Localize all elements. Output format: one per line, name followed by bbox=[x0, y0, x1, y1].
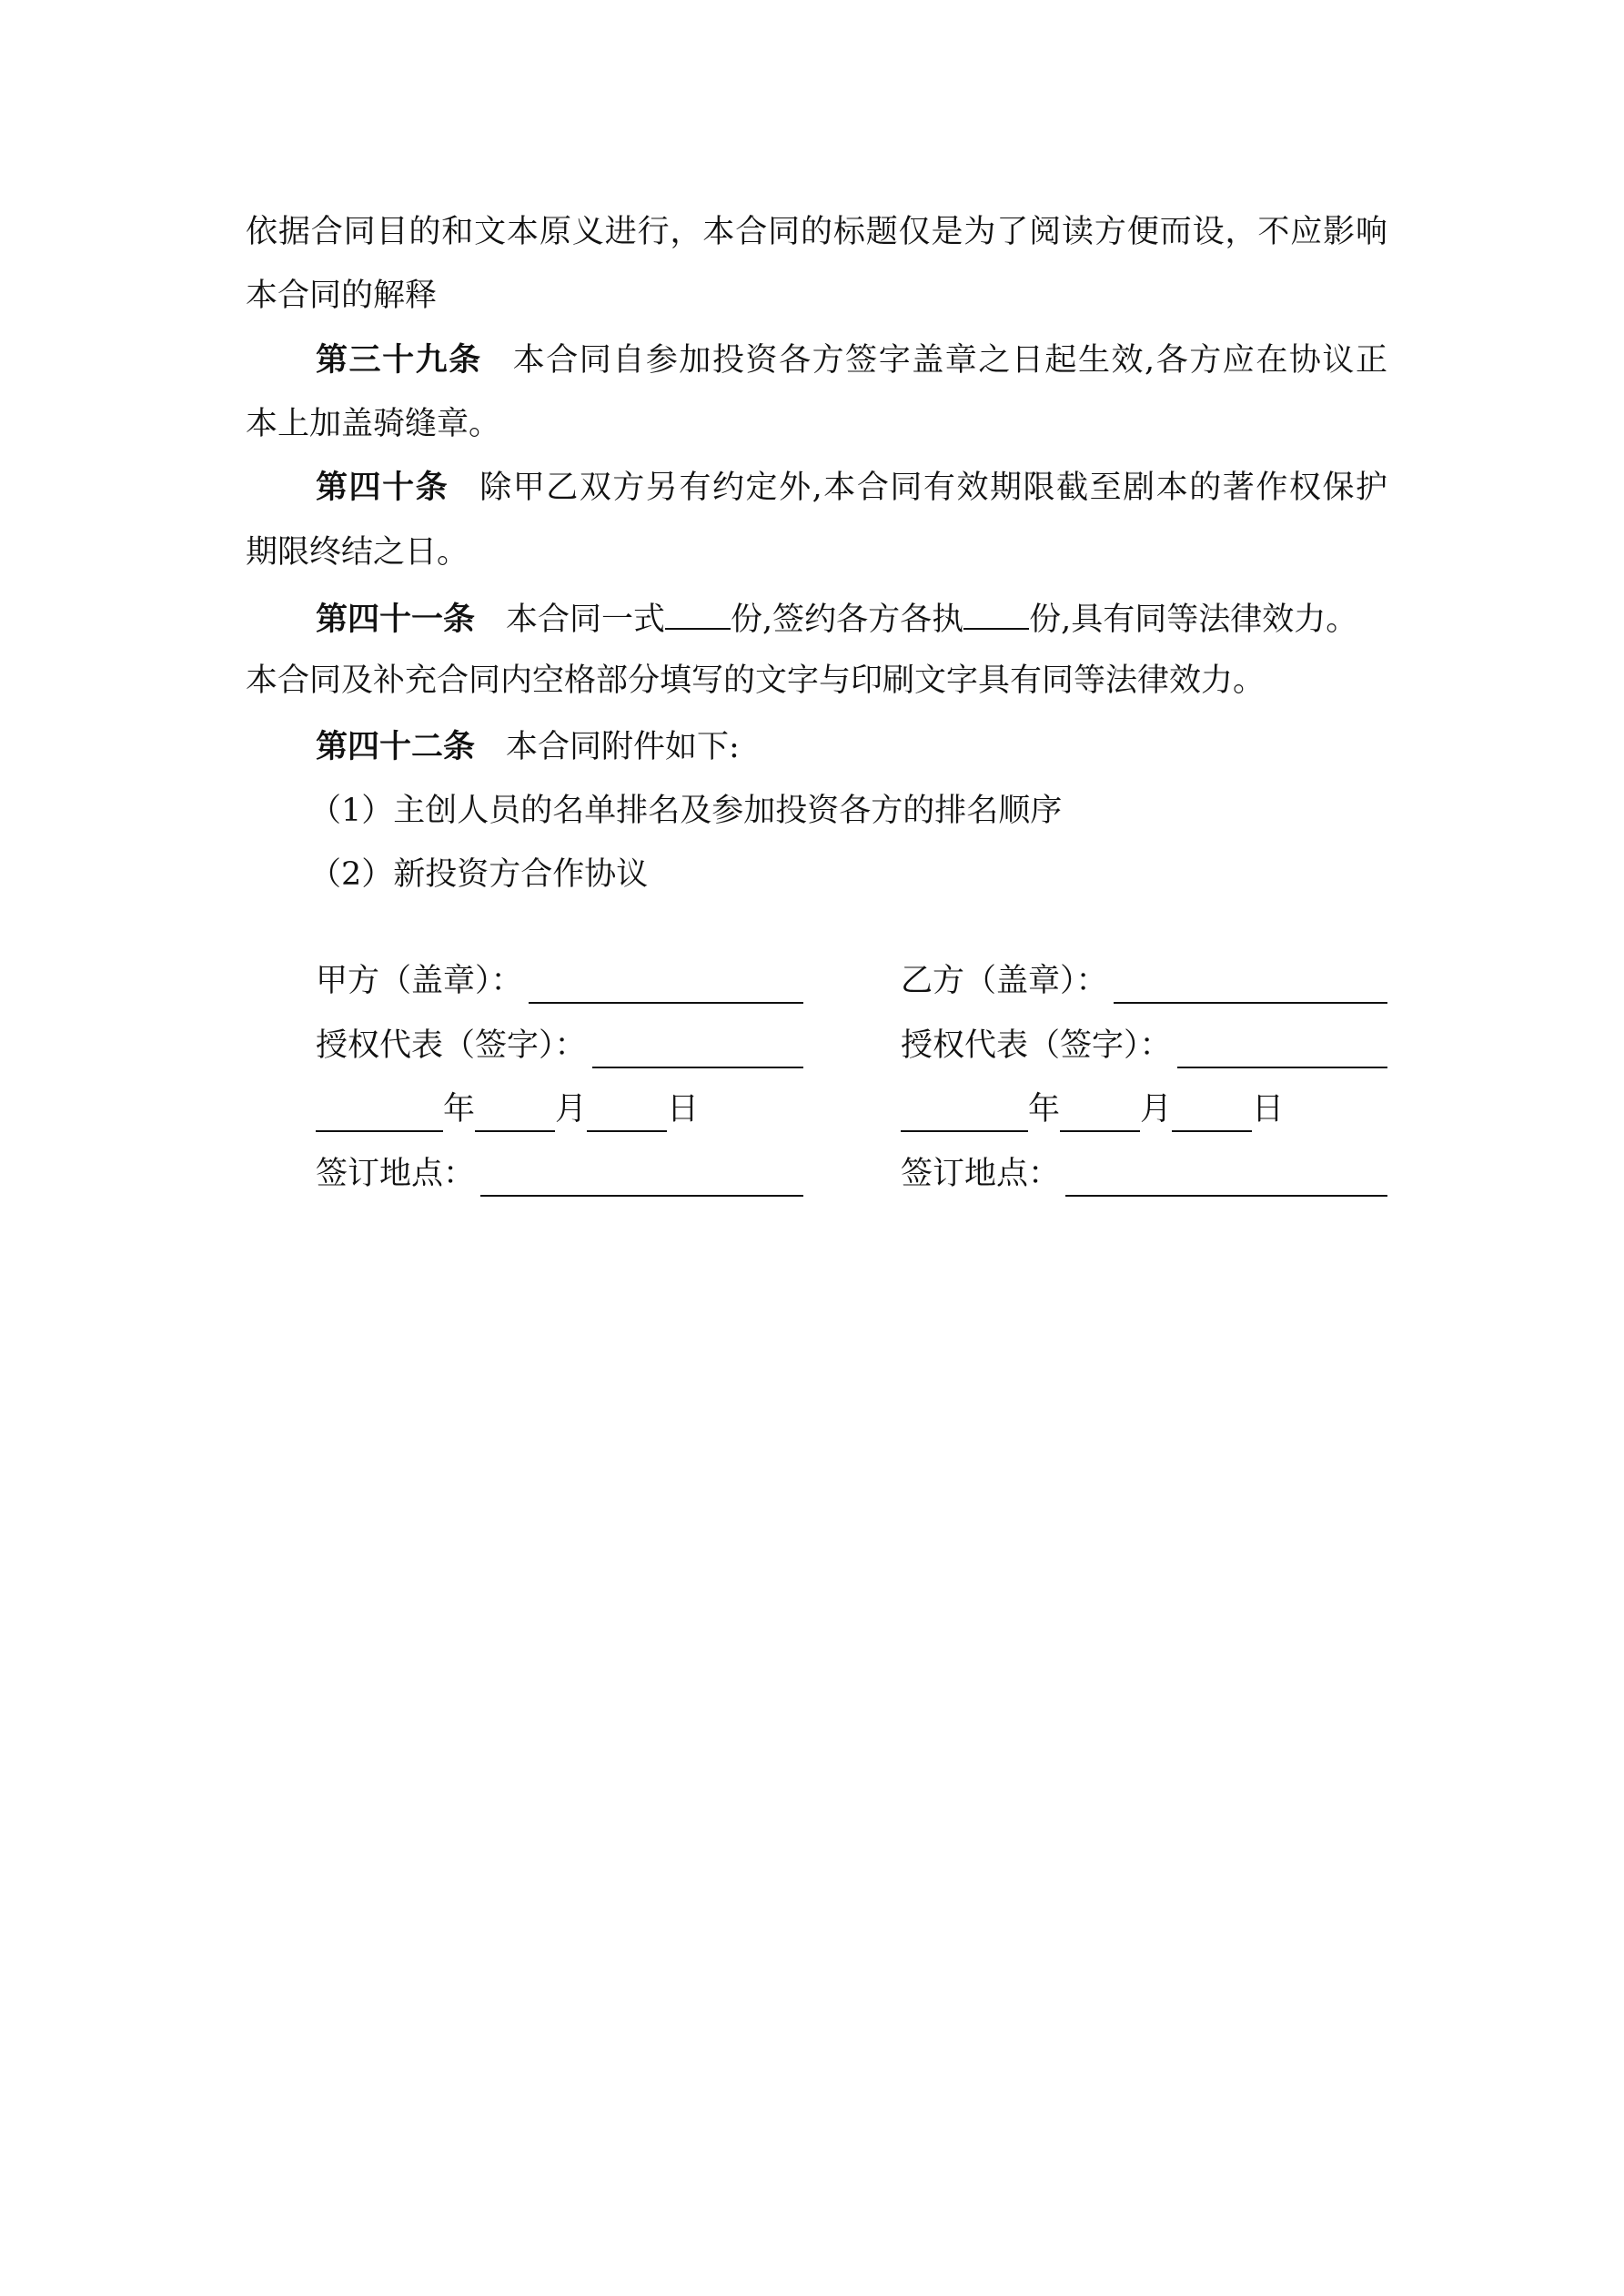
day-label: 日 bbox=[667, 1091, 700, 1128]
party-b-seal-label: 乙方（盖章）： bbox=[901, 963, 1108, 999]
clause41-line2: 本合同及补充合同内空格部分填写的文字与印刷文字具有同等法律效力。 bbox=[246, 663, 1266, 699]
party-a-place-label: 签订地点： bbox=[316, 1156, 476, 1192]
clause40-line2: 期限终结之日。 bbox=[246, 534, 469, 571]
clause41-seg2: 份,签约各方各执 bbox=[731, 602, 964, 638]
party-b-place-blank[interactable] bbox=[1065, 1164, 1387, 1197]
clause39-line1 bbox=[316, 338, 1387, 383]
clause41-heading: 第四十一条 bbox=[316, 601, 476, 638]
party-b-rep-label: 授权代表（签字）： bbox=[901, 1027, 1172, 1064]
party-a-seal-label: 甲方（盖章）： bbox=[316, 963, 523, 999]
party-b-place-label: 签订地点： bbox=[901, 1156, 1061, 1192]
day-label: 日 bbox=[1252, 1091, 1285, 1128]
clause38-line1: 依据合同目的和文本原义进行，本合同的标题仅是为了阅读方便而设，不应影响 bbox=[246, 214, 1387, 250]
copies-each-blank[interactable] bbox=[963, 593, 1029, 630]
clause39-text: 本合同自参加投资各方签字盖章之日起生效,各方应在协议正 bbox=[512, 342, 1387, 379]
party-b-month-blank[interactable] bbox=[1060, 1096, 1140, 1132]
copies-total-blank[interactable] bbox=[665, 593, 731, 630]
party-b-year-blank[interactable] bbox=[901, 1096, 1028, 1132]
clause42-heading: 第四十二条 bbox=[316, 728, 476, 765]
party-b-seal bbox=[901, 958, 1387, 1004]
party-a-seal bbox=[316, 958, 803, 1004]
party-a-place-blank[interactable] bbox=[480, 1164, 803, 1197]
clause38-line2: 本合同的解释 bbox=[246, 278, 438, 314]
attachment-item-1: （1）主创人员的名单排名及参加投资各方的排名顺序 bbox=[309, 793, 1063, 829]
clause39-line2: 本上加盖骑缝章。 bbox=[246, 406, 501, 442]
party-a-seal-blank[interactable] bbox=[529, 971, 803, 1004]
party-a-rep-label: 授权代表（签字）： bbox=[316, 1027, 587, 1064]
party-b-place bbox=[901, 1151, 1387, 1197]
clause42-line1 bbox=[316, 724, 1387, 770]
clause40-heading: 第四十条 bbox=[316, 469, 449, 506]
party-a-place bbox=[316, 1151, 803, 1197]
party-a-year-blank[interactable] bbox=[316, 1096, 443, 1132]
year-label: 年 bbox=[1028, 1091, 1061, 1128]
month-label: 月 bbox=[1140, 1091, 1173, 1128]
month-label: 月 bbox=[555, 1091, 588, 1128]
party-a-rep-blank[interactable] bbox=[592, 1036, 803, 1068]
clause41-seg3: 份,具有同等法律效力。 bbox=[1029, 602, 1358, 638]
clause41-seg1: 本合同一式 bbox=[506, 602, 666, 638]
party-b-day-blank[interactable] bbox=[1172, 1096, 1252, 1132]
year-label: 年 bbox=[443, 1091, 476, 1128]
party-a-rep bbox=[316, 1023, 803, 1068]
party-a-date bbox=[316, 1087, 803, 1132]
party-a-month-blank[interactable] bbox=[475, 1096, 555, 1132]
party-b-rep bbox=[901, 1023, 1387, 1068]
clause40-text: 除甲乙双方另有约定外,本合同有效期限截至剧本的著作权保护 bbox=[479, 470, 1387, 506]
party-b-rep-blank[interactable] bbox=[1177, 1036, 1387, 1068]
clause41-line1 bbox=[316, 593, 1387, 642]
clause40-line1 bbox=[316, 465, 1387, 511]
party-b-seal-blank[interactable] bbox=[1114, 971, 1387, 1004]
clause42-text: 本合同附件如下: bbox=[506, 729, 740, 765]
attachment-item-2: （2）新投资方合作协议 bbox=[309, 856, 649, 893]
clause39-heading: 第三十九条 bbox=[316, 341, 482, 379]
party-b-date bbox=[901, 1087, 1387, 1132]
party-a-day-blank[interactable] bbox=[587, 1096, 667, 1132]
